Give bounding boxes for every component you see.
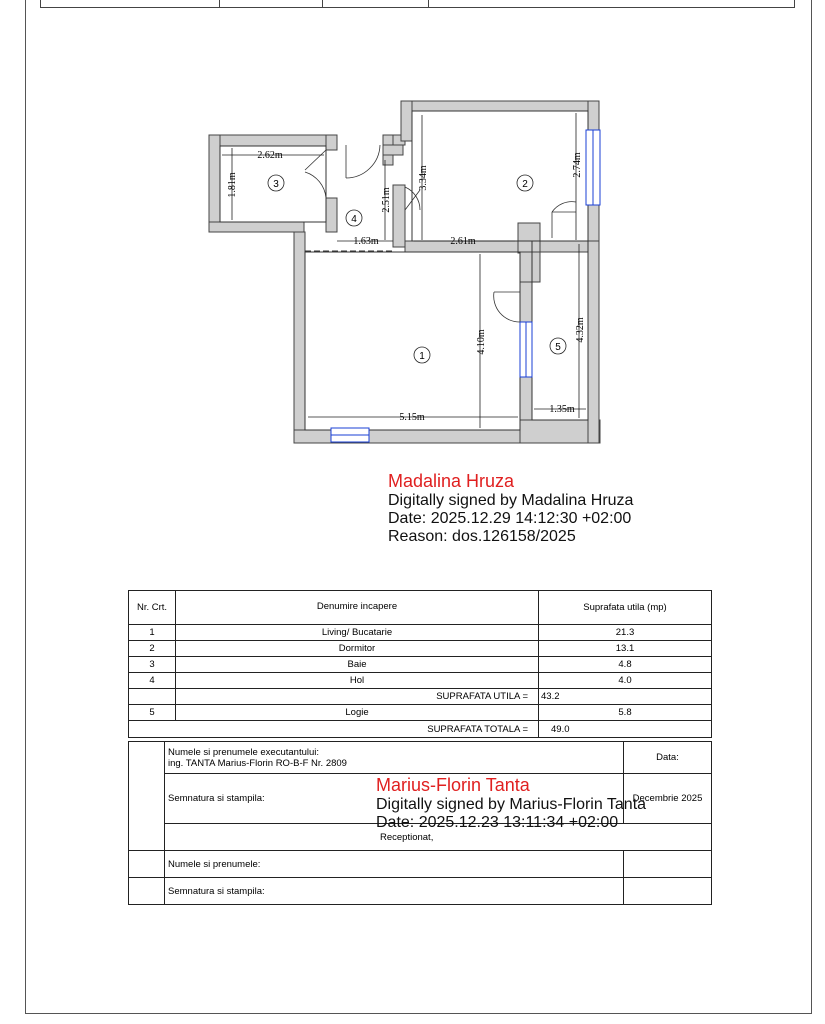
useful-area-label: SUPRAFATA UTILA = (176, 689, 539, 705)
useful-area-value: 43.2 (539, 689, 712, 705)
table-row: 3 Baie 4.8 (129, 657, 712, 673)
signature-line: Digitally signed by Madalina Hruza (388, 491, 634, 509)
dim-3-34: 3.34m (418, 165, 429, 191)
dim-1-81: 1.81m (227, 172, 238, 198)
room-number-1: 1 (419, 351, 425, 362)
signer-name: Marius-Florin Tanta (376, 775, 530, 795)
dim-4-10: 4.10m (476, 329, 487, 355)
signature-reason: Reason: dos.126158/2025 (388, 528, 576, 546)
receiver-signature-label: Semnatura si stampila: (165, 878, 624, 905)
signature-line: Digitally signed by Marius-Florin Tanta (376, 795, 647, 813)
useful-area-row (129, 689, 712, 705)
signature-date: Date: 2025.12.23 13:11:34 +02:00 (376, 814, 619, 832)
total-area-label: SUPRAFATA TOTALA = (129, 721, 539, 738)
rooms-table (128, 590, 712, 738)
table-row: 2 Dormitor 13.1 (129, 641, 712, 657)
dim-4-32: 4.32m (575, 317, 586, 343)
table-row: 4 Hol 4.0 (129, 673, 712, 689)
dim-2-61: 2.61m (450, 236, 476, 247)
dim-2-51: 2.51m (381, 187, 392, 213)
table-row: 5 Logie 5.8 (129, 705, 712, 721)
dim-1-35: 1.35m (549, 404, 575, 415)
signer-name: Madalina Hruza (388, 471, 515, 491)
table-row: 1 Living/ Bucatarie 21.3 (129, 625, 712, 641)
date-label: Data: (624, 742, 712, 774)
receiver-name-label: Numele si prenumele: (165, 851, 624, 878)
room-number-3: 3 (273, 179, 279, 190)
header-area: Suprafata utila (mp) (539, 591, 712, 625)
dim-1-63: 1.63m (353, 236, 379, 247)
digital-signature-tanta (376, 775, 646, 832)
executor-signature-label: Semnatura si stampila: (165, 774, 624, 824)
signature-date: Date: 2025.12.29 14:12:30 +02:00 (388, 510, 632, 528)
dim-2-62: 2.62m (257, 150, 283, 161)
room-number-2: 2 (522, 179, 528, 190)
date-value: Decembrie 2025 (624, 774, 712, 824)
executor-name: ing. TANTA Marius-Florin RO-B-F Nr. 2809 (168, 757, 347, 769)
total-area-row (129, 721, 712, 738)
header-name: Denumire incapere (176, 591, 539, 625)
room-number-4: 4 (351, 214, 357, 225)
digital-signature-hruza (388, 471, 633, 547)
dim-5-15: 5.15m (399, 412, 425, 423)
dim-2-74: 2.74m (572, 152, 583, 178)
executor-label: Numele si prenumele executantului: (168, 746, 320, 758)
header-nr: Nr. Crt. (129, 591, 176, 625)
total-area-value: 49.0 (539, 721, 712, 738)
room-number-5: 5 (555, 342, 561, 353)
receiver-label: Receptionat, (165, 824, 712, 851)
